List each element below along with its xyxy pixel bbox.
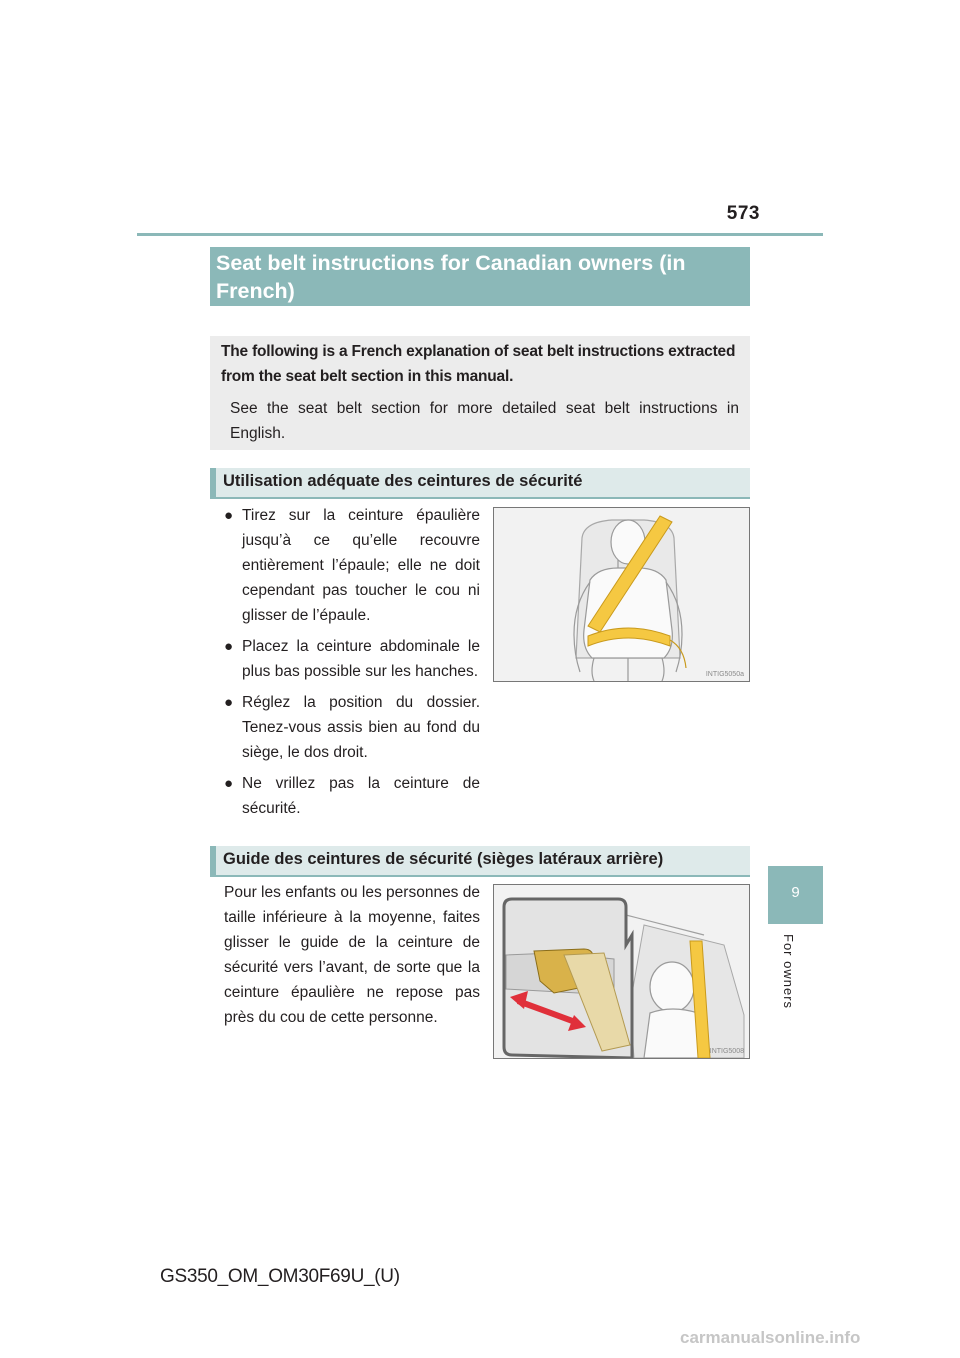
bullet-icon: ● <box>224 694 234 711</box>
belt-guide-figure <box>493 884 750 1059</box>
intro-text: The following is a French explanation of seat belt instructions extracted from the seat belt section in this manual. <box>221 343 736 385</box>
list-item <box>224 634 480 684</box>
bullet-text: Placez la ceinture abdominale le plus bas possible sur les hanches. <box>242 638 480 680</box>
bullet-text: Réglez la position du dossier. Tenez-vous assis bien au fond du siège, le dos droit. <box>242 694 480 761</box>
intro-note: See the seat belt section for more detailed seat belt instructions in English. <box>230 400 739 442</box>
bullet-list <box>224 503 480 827</box>
bullet-text: Tirez sur la ceinture épaulière jusqu’à ce qu’elle recouvre entièrement l’épaule; elle ne doit cependant pas toucher le cou ni glisser de l’épaule. <box>242 507 480 624</box>
figure-code: INTIG5050a <box>705 671 744 678</box>
section-title: Seat belt instructions for Canadian owners (in French) <box>210 247 750 306</box>
header-rule <box>137 233 823 236</box>
bullet-text: Ne vrillez pas la ceinture de sécurité. <box>242 775 480 817</box>
belt-guide-illustration-icon <box>494 885 749 1058</box>
belt-guide-paragraph: Pour les enfants ou les personnes de taille inférieure à la moyenne, faites glisser le guide de la ceinture de sécurité vers l’avant, de sorte que la ceinture épaulière ne repose pas près du cou de cette personne. <box>224 884 480 1026</box>
chapter-number: 9 <box>791 884 800 901</box>
bullet-icon: ● <box>224 638 234 655</box>
chapter-tab[interactable] <box>768 866 823 924</box>
list-item <box>224 503 480 628</box>
document-code: GS350_OM_OM30F69U_(U) <box>160 1266 400 1287</box>
figure-code: INTIG5008 <box>709 1048 744 1055</box>
bullet-icon: ● <box>224 775 234 792</box>
list-item <box>224 771 480 821</box>
seat-belt-illustration-icon <box>494 508 749 681</box>
watermark: carmanualsonline.info <box>680 1328 861 1347</box>
chapter-label: For owners <box>781 934 796 1010</box>
page-number: 573 <box>726 203 760 224</box>
seat-belt-figure <box>493 507 750 682</box>
list-item <box>224 690 480 765</box>
subheading-proper-use: Utilisation adéquate des ceintures de sécurité <box>210 468 750 497</box>
subheading-belt-guide: Guide des ceintures de sécurité (sièges latéraux arrière) <box>210 846 750 875</box>
intro-box <box>210 336 750 450</box>
bullet-icon: ● <box>224 507 234 524</box>
